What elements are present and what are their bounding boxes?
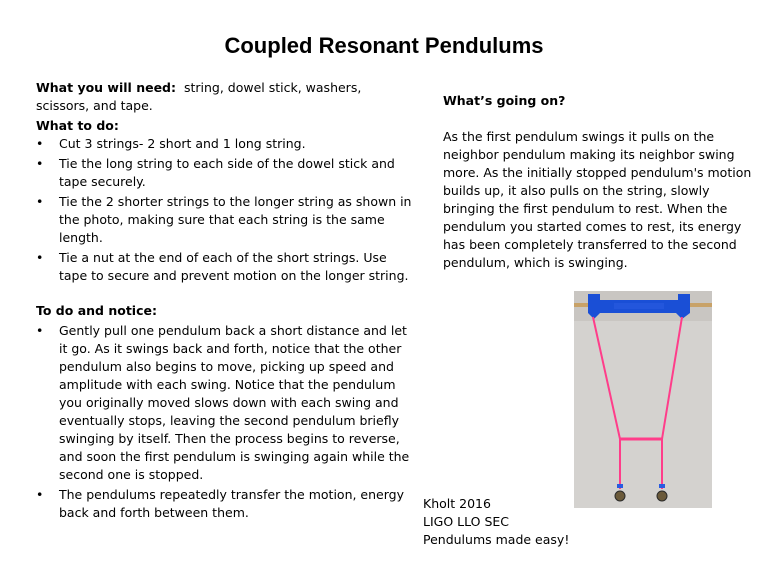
to-do-and-notice-list: [36, 322, 414, 522]
list-item: • Tie the 2 shorter strings to the longer string as shown in the photo, making sure that each string is the same length.: [36, 193, 414, 247]
credit-org: LIGO LLO SEC: [423, 514, 510, 529]
list-item: • Tie the long string to each side of the dowel stick and tape securely.: [36, 155, 414, 191]
explanation-column: [443, 92, 753, 272]
nut-right: [657, 491, 667, 501]
materials-text: string, dowel stick, washers, scissors, and tape.: [36, 80, 362, 113]
explanation-text: As the first pendulum swings it pulls on the neighbor pendulum making its neighbor swing more. As the initially stopped pendulum's motion builds up, it also pulls on the string, slowly bringing the first pendulum to rest. When the pendulum you started comes to rest, its energy has been completely transferred to the second pendulum, which is swinging.: [443, 129, 752, 270]
credit-block: [423, 495, 569, 549]
pendulum-illustration: [574, 291, 712, 508]
materials-paragraph: [36, 79, 414, 115]
what-to-do-list: [36, 135, 414, 285]
instructions-column: [36, 79, 414, 524]
materials-label: What you will need:: [36, 80, 176, 95]
what-to-do-heading: What to do:: [36, 118, 119, 133]
credit-author: Kholt 2016: [423, 496, 491, 511]
list-item: • Gently pull one pendulum back a short distance and let it go. As it swings back and forth, notice that the other pendulum also begins to move, picking up speed and amplitude with each swing. Notice that the pendulum you originally moved slows down with each swing and eventually stops, leaving the second pendulum briefly swinging by itself. Then the process begins to reverse, and soon the first pendulum is swinging again while the second one is stopped.: [36, 322, 414, 484]
to-do-and-notice-heading: To do and notice:: [36, 303, 157, 318]
whats-going-on-heading: What’s going on?: [443, 93, 566, 108]
list-item: • Tie a nut at the end of each of the short strings. Use tape to secure and prevent motion on the longer string.: [36, 249, 414, 285]
list-item: • The pendulums repeatedly transfer the motion, energy back and forth between them.: [36, 486, 414, 522]
nut-left: [615, 491, 625, 501]
list-item: • Cut 3 strings- 2 short and 1 long string.: [36, 135, 414, 153]
credit-tagline: Pendulums made easy!: [423, 532, 570, 547]
page-title: Coupled Resonant Pendulums: [224, 33, 544, 58]
pendulum-photo: [574, 291, 712, 508]
